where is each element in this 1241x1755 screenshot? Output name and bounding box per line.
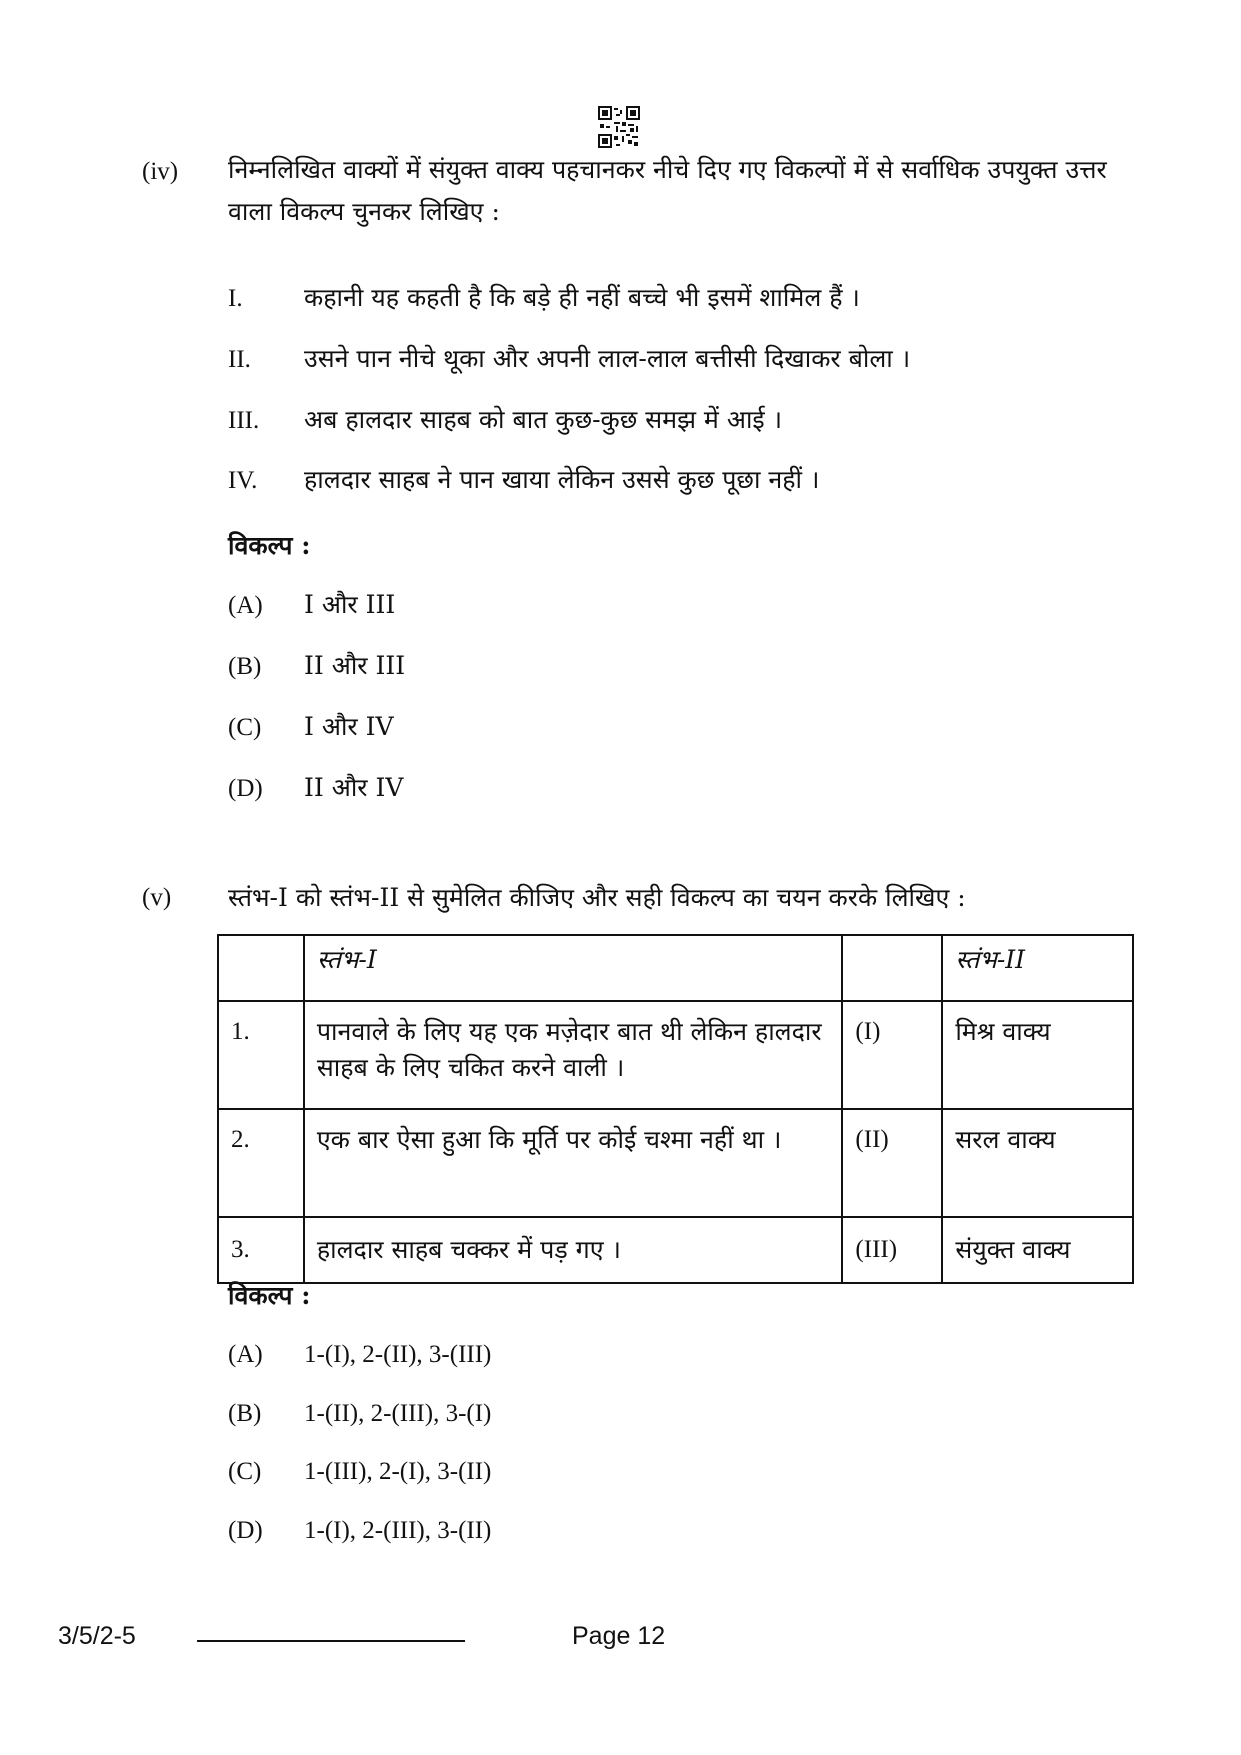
option-label: (C) [228, 714, 262, 741]
option-item [228, 707, 394, 748]
option-label: (B) [228, 1400, 262, 1427]
option-item [228, 1451, 491, 1492]
statement-text: हालदार साहब ने पान खाया लेकिन उससे कुछ पूछा नहीं । [304, 465, 820, 494]
statement-label: I. [228, 285, 243, 312]
column-2-header: स्तंभ-II [942, 935, 1133, 1001]
question-text: स्तंभ-I को स्तंभ-II से सुमेलित कीजिए और सही विकल्प का चयन करके लिखिए : [228, 883, 966, 912]
statement-item [228, 460, 819, 501]
statement-item [228, 400, 782, 441]
options-heading: विकल्प : [228, 531, 311, 560]
option-text: 1-(II), 2-(III), 3-(I) [304, 1400, 492, 1427]
column-1-cell: पानवाले के लिए यह एक मज़ेदार बात थी लेकिन हालदार साहब के लिए चकित करने वाली । [304, 1001, 843, 1109]
option-item [228, 1393, 491, 1434]
statement-item [228, 278, 860, 319]
statement-text: कहानी यह कहती है कि बड़े ही नहीं बच्चे भी इसमें शामिल हैं । [304, 283, 860, 312]
matching-table [217, 934, 1134, 1284]
column-2-cell: मिश्र वाक्य [942, 1001, 1133, 1109]
column-1-cell: हालदार साहब चक्कर में पड़ गए । [304, 1217, 843, 1283]
option-text: I और IV [304, 712, 394, 741]
option-text: II और III [304, 651, 406, 680]
option-text: I और III [304, 590, 396, 619]
question-text: निम्नलिखित वाक्यों में संयुक्त वाक्य पहचानकर नीचे दिए गए विकल्पों में से सर्वाधिक उपयुक्त उत्तर वाला विकल्प चुनकर लिखिए : [228, 155, 1107, 226]
row-number: 1. [218, 1001, 304, 1109]
option-label: (C) [228, 1458, 262, 1485]
column-2-cell: संयुक्त वाक्य [942, 1217, 1133, 1283]
option-item [228, 646, 405, 687]
column-2-cell: सरल वाक्य [942, 1109, 1133, 1217]
qr-code-icon [598, 106, 640, 148]
row-number: 2. [218, 1109, 304, 1217]
option-text: 1-(I), 2-(II), 3-(III) [304, 1341, 492, 1368]
statement-label: II. [228, 346, 251, 373]
option-label: (A) [228, 1341, 263, 1368]
option-item [228, 585, 395, 626]
statement-text: उसने पान नीचे थूका और अपनी लाल-लाल बत्तीसी दिखाकर बोला । [304, 344, 911, 373]
option-text: 1-(I), 2-(III), 3-(II) [304, 1517, 492, 1544]
question-number: (iv) [142, 158, 179, 185]
statement-label: III. [228, 407, 260, 434]
table-row [218, 1109, 1133, 1217]
table-header-cell [218, 935, 304, 1001]
options-heading: विकल्प : [228, 1281, 311, 1310]
option-item [228, 1334, 491, 1375]
table-header-cell [842, 935, 942, 1001]
option-text: II और IV [304, 773, 404, 802]
column-1-cell: एक बार ऐसा हुआ कि मूर्ति पर कोई चश्मा नहीं था । [304, 1109, 843, 1217]
statement-label: IV. [228, 467, 258, 494]
roman-label: (II) [842, 1109, 942, 1217]
option-label: (A) [228, 592, 263, 619]
statement-item [228, 339, 910, 380]
option-item [228, 1510, 491, 1551]
option-label: (B) [228, 653, 262, 680]
page-number: Page 12 [572, 1622, 666, 1650]
statement-text: अब हालदार साहब को बात कुछ-कुछ समझ में आई । [304, 405, 783, 434]
column-1-header: स्तंभ-I [304, 935, 843, 1001]
table-row [218, 1217, 1133, 1283]
row-number: 3. [218, 1217, 304, 1283]
footer-divider [197, 1640, 465, 1642]
roman-label: (III) [842, 1217, 942, 1283]
option-label: (D) [228, 1517, 263, 1544]
option-label: (D) [228, 775, 263, 802]
question-number: (v) [142, 884, 172, 911]
roman-label: (I) [842, 1001, 942, 1109]
table-header-row [218, 935, 1133, 1001]
option-item [228, 768, 403, 809]
option-text: 1-(III), 2-(I), 3-(II) [304, 1458, 492, 1485]
paper-code: 3/5/2-5 [58, 1622, 136, 1650]
table-row [218, 1001, 1133, 1109]
